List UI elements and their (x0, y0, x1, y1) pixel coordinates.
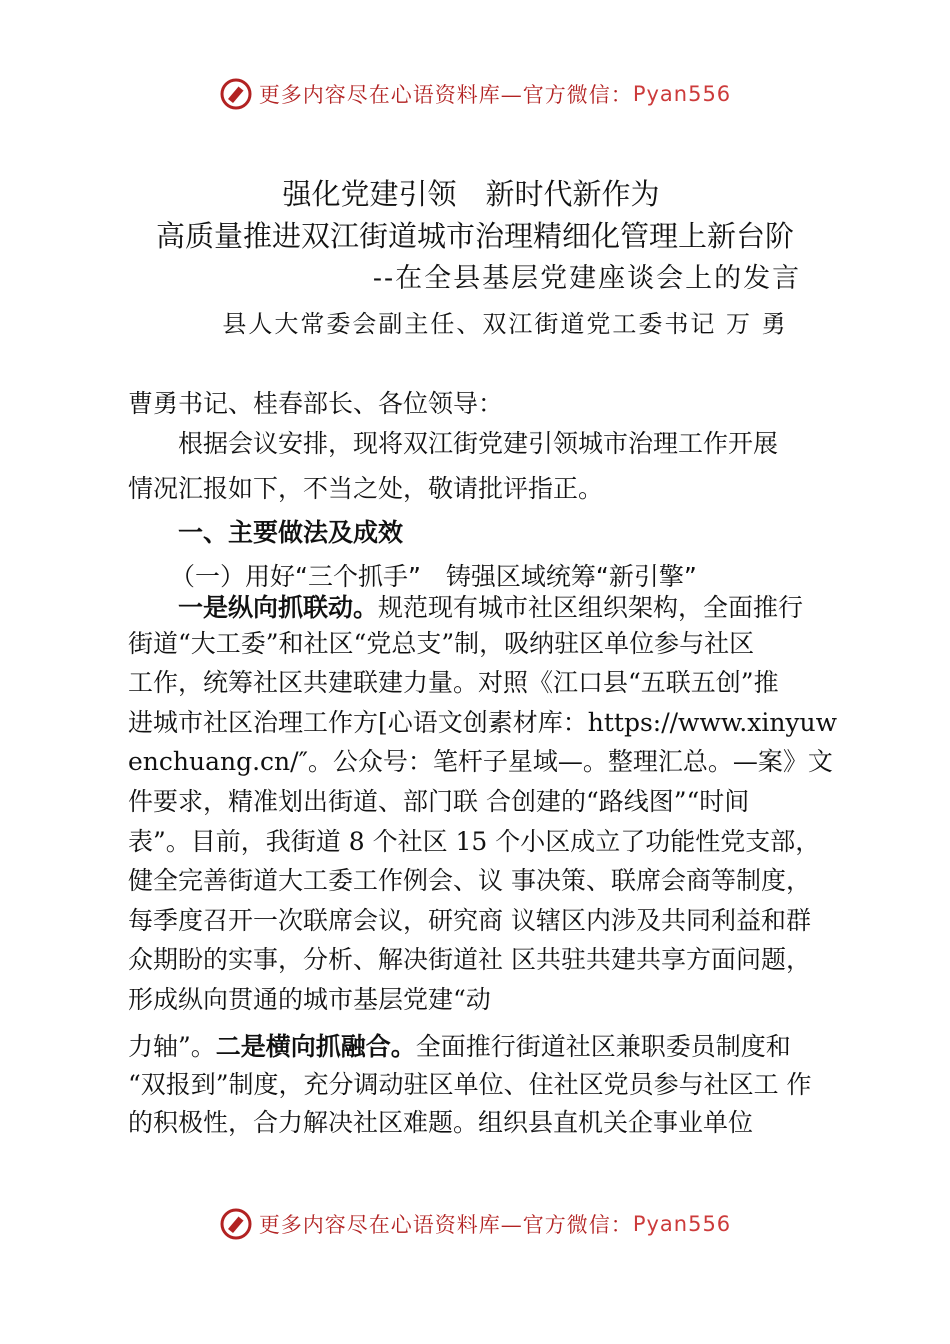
p2-line-2: “双报到”制度，充分调动驻区单位、住社区党员参与社区工 作 (128, 1070, 812, 1099)
lead-2: 二是横向抓融合。 (215, 1032, 416, 1061)
p2-prefix: 力轴”。 (128, 1032, 216, 1061)
paragraph-line (128, 1031, 791, 1063)
paragraph-line (178, 592, 803, 624)
p1-line-9: 每季度召开一次联席会议，研究商 议辖区内涉及共同利益和群 (128, 906, 811, 935)
p1-line-10: 众期盼的实事，分析、解决街道社 区共驻共建共享方面问题， (128, 945, 811, 974)
p1-line-2: 街道“大工委”和社区“党总支”制，吸纳驻区单位参与社区 (128, 629, 755, 658)
p1-line-1: 规范现有城市社区组织架构，全面推行 (378, 593, 804, 622)
p1-line-11: 形成纵向贯通的城市基层党建“动 (128, 985, 491, 1014)
logo-icon (219, 77, 253, 111)
section-heading-1-1: （一）用好“三个抓手” 铸强区域统筹“新引擎” (170, 562, 697, 591)
title-line-1: 强化党建引领 新时代新作为 (282, 177, 660, 211)
wechat-id: Pyan556 (632, 1212, 732, 1236)
lead-1: 一是纵向抓联动。 (178, 593, 379, 622)
p1-line-6: 件要求，精准划出街道、部门联 合创建的“路线图”“时间 (128, 787, 750, 816)
p2-line-3: 的积极性，合力解决社区难题。组织县直机关企事业单位 (128, 1108, 754, 1137)
p1-line-7: 表”。目前，我街道 8 个社区 15 个小区成立了功能性党支部， (128, 827, 821, 856)
intro-line-2: 情况汇报如下，不当之处，敬请批评指正。 (128, 474, 604, 503)
p1-line-5: enchuang.cn/″。公众号：笔杆子星域—。整理汇总。—案》文 (128, 747, 833, 776)
p1-line-8: 健全完善街道大工委工作例会、议 事决策、联席会商等制度， (128, 866, 811, 895)
footer-banner (0, 1202, 950, 1246)
title-line-2: 高质量推进双江街道城市治理精细化管理上新台阶 (155, 219, 794, 253)
p2-line-1: 全面推行街道社区兼职委员制度和 (415, 1032, 791, 1061)
p1-line-4: 进城市社区治理工作方[心语文创素材库：https://www.xinyuw (128, 708, 838, 737)
author-line: 县人大常委会副主任、双江街道党工委书记 万 勇 (222, 310, 788, 338)
subtitle: --在全县基层党建座谈会上的发言 (372, 263, 802, 294)
section-heading-1: 一、主要做法及成效 (178, 518, 404, 547)
intro-line-1: 根据会议安排，现将双江街党建引领城市治理工作开展 (178, 429, 779, 458)
salutation: 曹勇书记、桂春部长、各位领导： (128, 389, 504, 418)
banner-text: 更多内容尽在心语资料库—官方微信： (258, 1213, 633, 1237)
p1-line-3: 工作，统筹社区共建联建力量。对照《江口县“五联五创”推 (128, 668, 779, 697)
header-banner (0, 72, 950, 116)
banner-text: 更多内容尽在心语资料库—官方微信： (258, 83, 633, 107)
logo-icon (219, 1207, 253, 1241)
wechat-id: Pyan556 (632, 82, 732, 106)
